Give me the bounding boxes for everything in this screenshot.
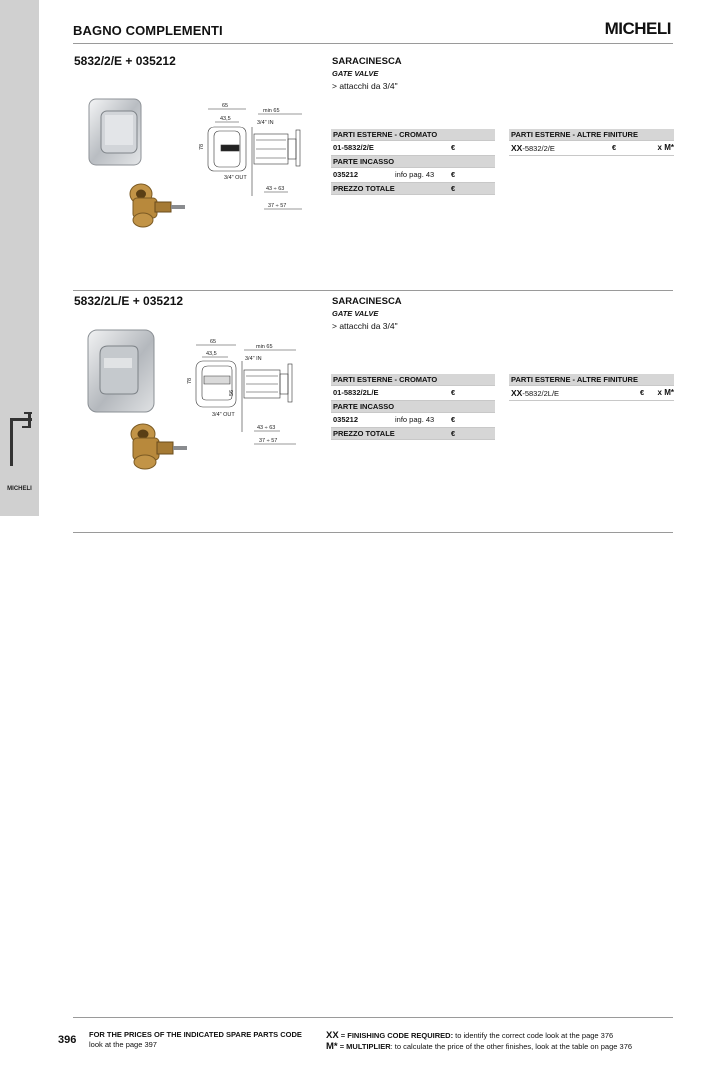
item-code: -5832/2/E [522, 144, 555, 153]
dim-label: min 65 [256, 344, 273, 350]
product-code: 5832/2/E + 035212 [74, 54, 176, 68]
finish-code-key: XX [511, 143, 523, 153]
total-label: PREZZO TOTALE [333, 184, 395, 193]
dim-label: 3/4" OUT [212, 412, 235, 418]
price-cell: € [451, 388, 456, 397]
finish-price-table [509, 129, 674, 156]
cover-plate-photo [86, 328, 156, 416]
table-subheader: PARTE INCASSO [333, 402, 395, 411]
page-number: 396 [58, 1034, 77, 1046]
dim-label: 65 [222, 103, 229, 109]
table-header: PARTI ESTERNE - CROMATO [333, 375, 438, 384]
product-subtitle: GATE VALVE [332, 69, 379, 78]
section-title: BAGNO COMPLEMENTI [73, 23, 223, 38]
item-code: 01-5832/2/E [333, 143, 374, 152]
dim-label: 37 ÷ 57 [268, 203, 287, 209]
chrome-price-table [331, 129, 495, 195]
cover-plate-photo [87, 97, 145, 169]
chrome-price-table [331, 374, 495, 440]
item-code: 01-5832/2L/E [333, 388, 379, 397]
total-label: PREZZO TOTALE [333, 429, 395, 438]
valve-body-photo [127, 420, 189, 472]
total-price-cell: € [451, 429, 456, 438]
info-ref: info pag. 43 [395, 415, 435, 424]
product-title: SARACINESCA [332, 296, 402, 307]
dim-label: 78 [187, 377, 193, 384]
item-code: 035212 [333, 415, 359, 424]
table-header: PARTI ESTERNE - CROMATO [333, 130, 438, 139]
multiplier-cell: x M* [657, 388, 674, 397]
product-detail: > attacchi da 3/4" [332, 81, 398, 91]
faucet-icon [8, 410, 32, 468]
dim-label: 65 [210, 339, 217, 345]
sidebar-tab [0, 0, 39, 516]
valve-body-photo [127, 180, 189, 230]
item-code: 035212 [333, 170, 359, 179]
item-code: -5832/2L/E [522, 389, 560, 398]
price-cell: € [612, 143, 617, 152]
brand-logo: MICHELI [604, 19, 671, 38]
dim-label: min 65 [263, 108, 280, 114]
legend-finishing-code: XX = FINISHING CODE REQUIRED: to identify the correct code look at the page 376 [326, 1030, 614, 1041]
sidebar-label: MICHELI [7, 486, 32, 492]
dim-label: 43,5 [206, 351, 217, 357]
legend-multiplier: M* = MULTIPLIER: to calculate the price of the other finishes, look at the table on page 376 [326, 1041, 633, 1052]
price-cell: € [451, 143, 456, 152]
dim-label: 43 ÷ 63 [266, 186, 285, 192]
footer-spare-parts-note [89, 1030, 314, 1050]
product-detail: > attacchi da 3/4" [332, 321, 398, 331]
finish-price-table [509, 374, 674, 401]
dim-label: 3/4" IN [245, 356, 262, 362]
product-title: SARACINESCA [332, 56, 402, 67]
product-subtitle: GATE VALVE [332, 309, 379, 318]
table-subheader: PARTE INCASSO [333, 157, 395, 166]
table-header: PARTI ESTERNE - ALTRE FINITURE [511, 375, 638, 384]
price-cell: € [451, 415, 456, 424]
technical-drawing [182, 336, 314, 448]
footer-legend [326, 1030, 676, 1052]
price-cell: € [640, 388, 645, 397]
dim-label: 43,5 [220, 116, 231, 122]
dim-label: 56 [229, 389, 235, 396]
dim-label: 3/4" OUT [224, 175, 247, 181]
dim-label: 43 ÷ 63 [257, 425, 276, 431]
footer-note-text: look at the page 397 [89, 1040, 157, 1049]
section-divider [73, 290, 673, 291]
finish-code-key: XX [511, 388, 523, 398]
footer-note-heading: FOR THE PRICES OF THE INDICATED SPARE PARTS CODE [89, 1030, 302, 1039]
price-cell: € [451, 170, 456, 179]
multiplier-cell: x M* [657, 143, 674, 152]
table-header: PARTI ESTERNE - ALTRE FINITURE [511, 130, 638, 139]
footer-divider [73, 1017, 673, 1018]
total-price-cell: € [451, 184, 456, 193]
dim-label: 37 ÷ 57 [259, 438, 278, 444]
product-code: 5832/2L/E + 035212 [74, 294, 184, 308]
info-ref: info pag. 43 [395, 170, 435, 179]
section-divider [73, 532, 673, 533]
header-divider [73, 43, 673, 44]
dim-label: 78 [199, 143, 205, 150]
dim-label: 3/4" IN [257, 120, 274, 126]
technical-drawing [194, 100, 312, 212]
